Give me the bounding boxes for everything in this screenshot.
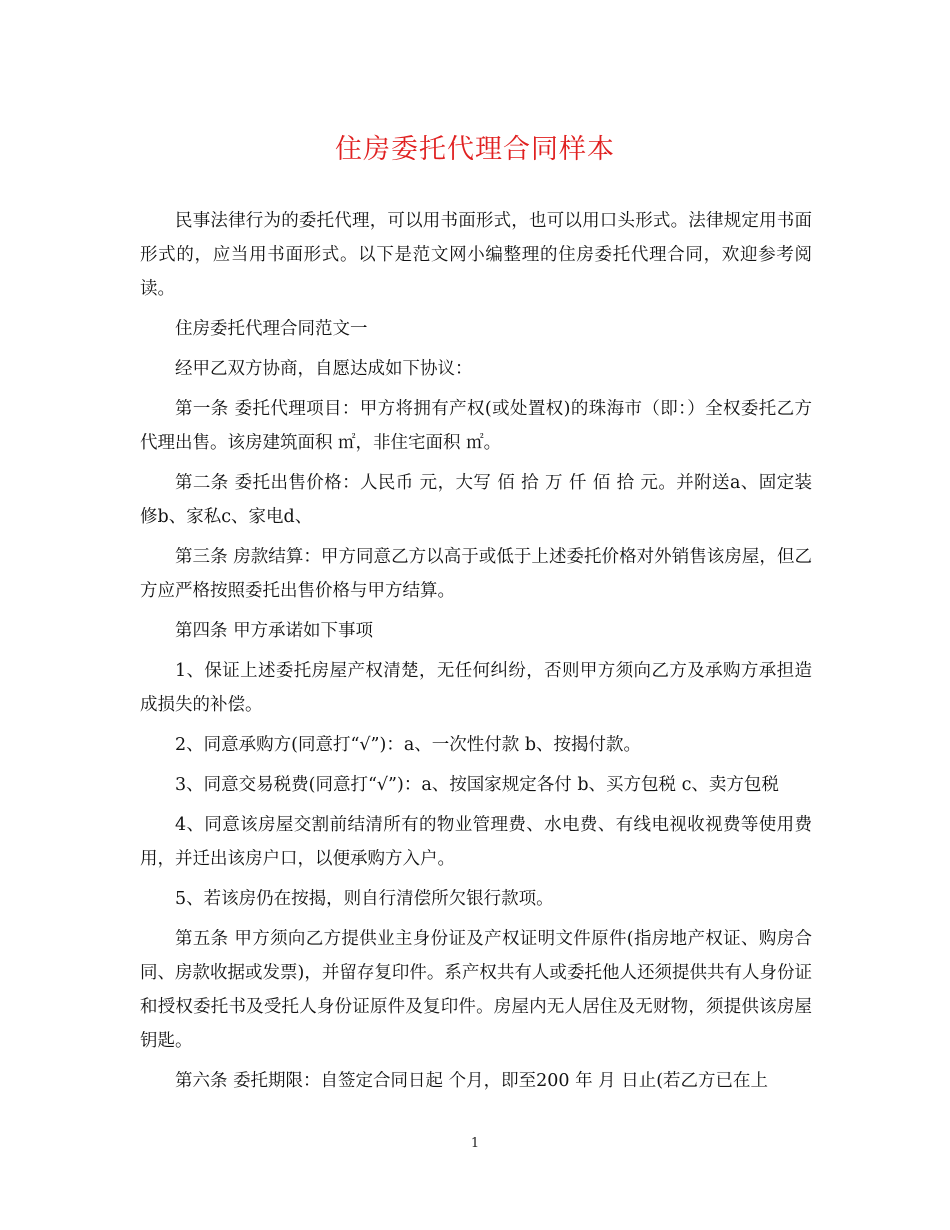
paragraph-agreement: 经甲乙双方协商，自愿达成如下协议： bbox=[175, 359, 473, 379]
paragraph-article-4: 第四条 甲方承诺如下事项 bbox=[175, 621, 374, 641]
paragraph-article-6: 第六条 委托期限：自签定合同日起 个月，即至200 年 月 日止(若乙方已在上 bbox=[175, 1071, 769, 1091]
paragraph-article-2: 第二条 委托出售价格：人民币 元，大写 佰 拾 万 仟 佰 拾 元。并附送a、固定装修b、家私c、家电d、 bbox=[140, 473, 812, 527]
paragraph-article-3: 第三条 房款结算：甲方同意乙方以高于或低于上述委托价格对外销售该房屋，但乙方应严格按照委托出售价格与甲方结算。 bbox=[140, 547, 812, 601]
paragraph-article-1: 第一条 委托代理项目：甲方将拥有产权(或处置权)的珠海市（即：）全权委托乙方代理出售。该房建筑面积 ㎡，非住宅面积 ㎡。 bbox=[140, 399, 812, 453]
paragraph-article-5: 第五条 甲方须向乙方提供业主身份证及产权证明文件原件(指房地产权证、购房合同、房款收据或发票)，并留存复印件。系产权共有人或委托他人还须提供共有人身份证和授权委托书及受托人身份证原件及复印件。房屋内无人居住及无财物，须提供该房屋钥匙。 bbox=[140, 929, 812, 1051]
paragraph-item-4: 4、同意该房屋交割前结清所有的物业管理费、水电费、有线电视收视费等使用费用，并迁出该房户口，以便承购方入户。 bbox=[140, 815, 812, 869]
paragraph-sample-heading: 住房委托代理合同范文一 bbox=[175, 319, 368, 339]
paragraph-item-3: 3、同意交易税费(同意打“√”)：a、按国家规定各付 b、买方包税 c、卖方包税 bbox=[175, 775, 779, 795]
page-number: 1 bbox=[470, 1136, 480, 1151]
document-title: 住房委托代理合同样本 bbox=[335, 134, 615, 165]
document-body bbox=[140, 204, 812, 1104]
paragraph-intro: 民事法律行为的委托代理，可以用书面形式，也可以用口头形式。法律规定用书面形式的，应当用书面形式。以下是范文网小编整理的住房委托代理合同，欢迎参考阅读。 bbox=[140, 211, 812, 299]
paragraph-item-2: 2、同意承购方(同意打“√”)：a、一次性付款 b、按揭付款。 bbox=[175, 735, 642, 755]
paragraph-item-1: 1、保证上述委托房屋产权清楚，无任何纠纷，否则甲方须向乙方及承购方承担造成损失的补偿。 bbox=[140, 661, 812, 715]
paragraph-item-5: 5、若该房仍在按揭，则自行清偿所欠银行款项。 bbox=[175, 889, 554, 909]
